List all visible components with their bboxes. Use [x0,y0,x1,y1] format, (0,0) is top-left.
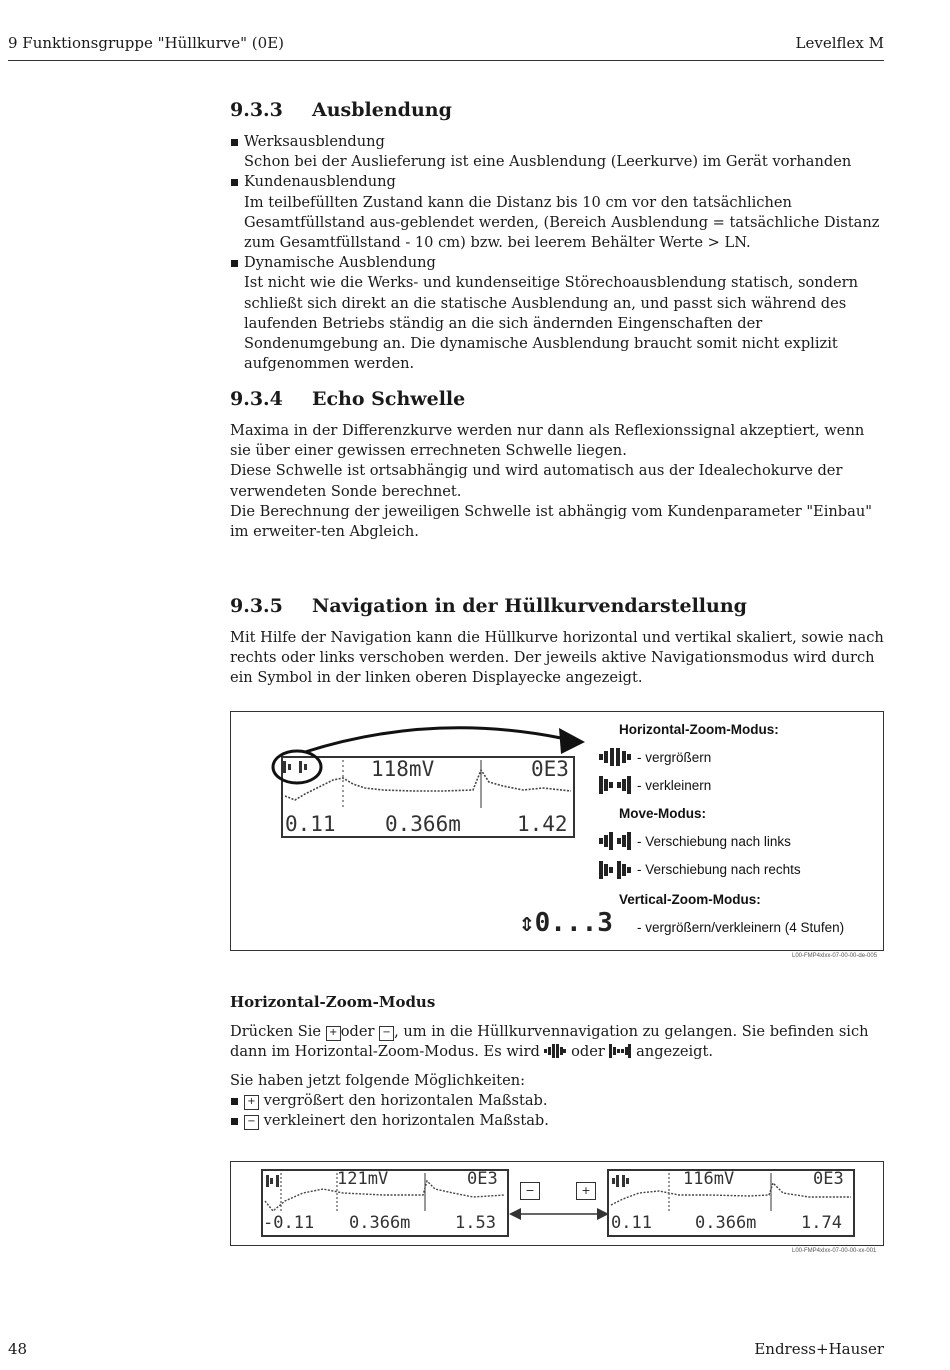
bullet-list [230,132,884,374]
navigation-figure [230,711,884,951]
zoom-in-icon [599,747,631,767]
paragraph: Sie haben jetzt folgende Möglichkeiten: [230,1071,526,1089]
subsection-title: Horizontal-Zoom-Modus [230,993,436,1011]
legend-move-right: - Verschiebung nach rechts [637,862,801,877]
paragraph: Drücken Sie + oder − , um in die Hüllkurvennavigation zu gelangen. Sie befinden sich dann im Horizontal-Zoom-Modus. Es wird oder angezeigt. [230,1023,869,1061]
list-item: Kundenausblendung Im teilbefüllten Zustand kann die Distanz bis 10 cm vor den tatsächlichen Gesamtfüllstand aus-geblendet werden, (Bereich Ausblendung = tatsächliche Distanz zum Gesamtfüllstand - 10 cm) bzw. bei leerem Behälter Werte > LN. [230,172,884,253]
lcd-code: 0E3 [531,757,569,781]
section-9-3-3 [230,98,884,374]
list-item: Werksausblendung Schon bei der Auslieferung ist eine Ausblendung (Leerkurve) im Gerät vorhanden [230,132,884,172]
minus-key-icon: − [379,1026,394,1041]
figure-code: L00-FMP4xlxx-07-00-00-xx-001 [792,1248,877,1254]
section-heading: 9.3.5 Navigation in der Hüllkurvendarstellung [230,595,747,617]
legend-move-title: Move-Modus: [619,806,706,821]
section-9-3-5 [230,594,884,689]
lcd-signal: 118mV [371,757,435,781]
paragraph: Diese Schwelle ist ortsabhängig und wird automatisch aus der Idealechokurve der verwendeten Sonde berechnet. [230,462,843,500]
lcd-start: 0.11 [285,812,336,836]
lcd-end: 1.42 [517,812,568,836]
move-right-icon [599,860,631,880]
list-item: Dynamische Ausblendung Ist nicht wie die Werks- und kundenseitige Störechoausblendung statisch, sondern schließt sich direkt an die statische Ausblendung an, und passt sich während des laufenden Betriebs ständig an die sich ändernden Eingenschaften der Sondenumgebung an. Die dynamische Ausblendung braucht somit nicht explizit aufgenommen werden. [230,253,884,374]
header-product: Levelflex M [795,34,884,52]
section-title: Ausblendung [312,99,452,121]
plus-key-icon: + [326,1026,341,1041]
page-header [8,30,884,61]
vertical-zoom-symbol: ⇕0...3 [519,908,613,938]
zoom-out-icon [599,775,631,795]
plus-button[interactable]: + [576,1182,596,1200]
minus-key-icon: − [244,1115,259,1130]
move-left-icon [599,831,631,851]
list-item: + vergrößert den horizontalen Maßstab. [230,1091,884,1111]
page-number: 48 [8,1340,28,1358]
section-heading [230,98,884,122]
zoom-out-icon [609,1044,631,1058]
paragraph: Maxima in der Differenzkurve werden nur dann als Reflexionssignal akzeptiert, wenn sie über einer gewissen errechneten Schwelle liegen. [230,422,865,460]
options-list [230,1091,884,1131]
header-chapter: 9 Funktionsgruppe "Hüllkurve" (0E) [8,34,284,52]
legend-zoom-out: - verkleinern [637,778,712,793]
section-heading: 9.3.4 Echo Schwelle [230,388,466,410]
paragraph: Die Berechnung der jeweiligen Schwelle ist abhängig vom Kundenparameter "Einbau" im erweiter-ten Abgleich. [230,502,872,541]
figure-code: L00-FMP4xlxx-07-00-00-de-005 [792,953,878,959]
lcd-distance: 0.366m [385,812,461,836]
lcd-display-left: 121mV 0E3 -0.11 0.366m 1.53 [261,1169,509,1237]
legend-move-left: - Verschiebung nach links [637,834,791,849]
legend-zoom-in: - vergrößern [637,750,712,765]
legend-hz-title: Horizontal-Zoom-Modus: [619,722,779,737]
lcd-display-right: 116mV 0E3 0.11 0.366m 1.74 [607,1169,855,1237]
section-number: 9.3.3 [230,99,283,121]
section-horizontal-zoom [230,992,884,1131]
zoom-in-icon [544,1044,566,1058]
plus-key-icon: + [244,1095,259,1110]
legend-vz-title: Vertical-Zoom-Modus: [619,892,761,907]
paragraph: Mit Hilfe der Navigation kann die Hüllkurve horizontal und vertikal skaliert, sowie nach rechts oder links verschoben werden. Der jeweils aktive Navigationsmodus wird durch ein Symbol in der linken oberen Displayecke angezeigt. [230,629,884,687]
list-item: − verkleinert den horizontalen Maßstab. [230,1111,884,1131]
zoom-example-figure [230,1161,884,1246]
footer-brand: Endress+Hauser [754,1340,884,1358]
section-9-3-4 [230,387,884,542]
legend-vertical-zoom: - vergrößern/verkleinern (4 Stufen) [637,920,845,935]
minus-button[interactable]: − [520,1182,540,1200]
